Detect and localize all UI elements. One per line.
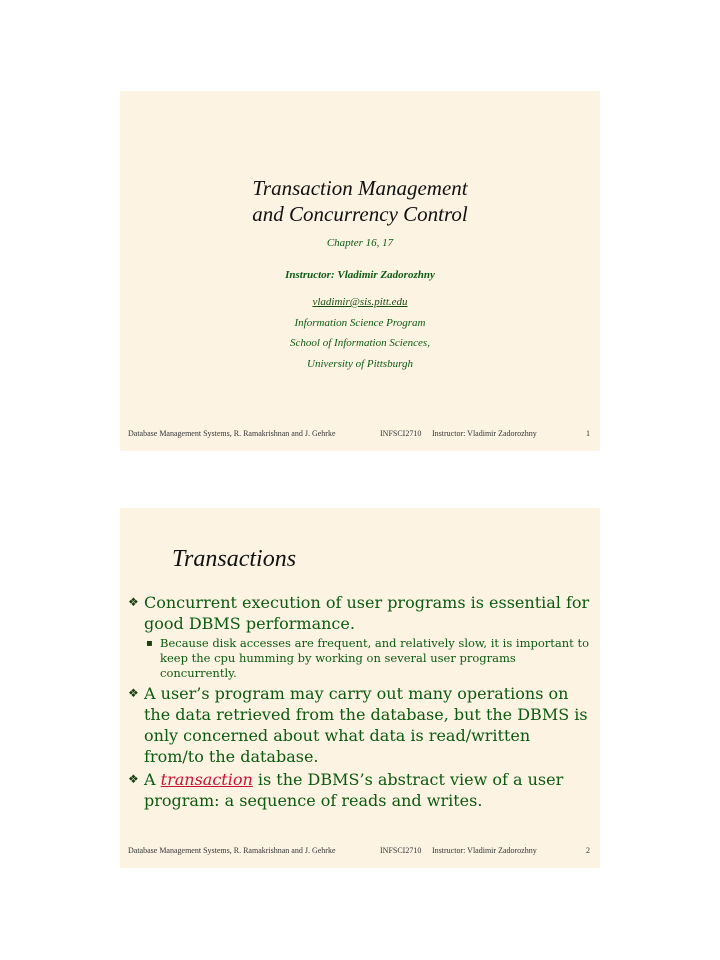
page-number: 2 <box>586 846 590 855</box>
school-name: School of Information Sciences, <box>290 337 430 349</box>
bullet-item: ❖ A transaction is the DBMS’s abstract view of a user program: a sequence of reads and writes. <box>128 770 564 810</box>
footer-course: INFSCI2710 <box>380 429 422 438</box>
bullet-item: ❖ Concurrent execution of user programs is essential for good DBMS performance. <box>128 593 590 633</box>
instructor-name: Instructor: Vladimir Zadorozhny <box>285 269 435 281</box>
diamond-bullet-icon: ❖ <box>128 686 139 700</box>
sub-bullet-item: ▪ Because disk accesses are frequent, and relatively slow, it is important to keep the cpu humming by working on several user programs concurrently. <box>146 636 589 680</box>
square-bullet-icon: ▪ <box>146 638 153 649</box>
footer-instructor: Instructor: Vladimir Zadorozhny <box>432 846 537 855</box>
content-slide <box>120 508 600 868</box>
chapter-label: Chapter 16, 17 <box>326 237 394 249</box>
slide-title-line1: Transaction Management <box>252 176 468 200</box>
footer-instructor: Instructor: Vladimir Zadorozhny <box>432 429 537 438</box>
email-link[interactable]: vladimir@sis.pitt.edu <box>312 296 408 308</box>
footer-source: Database Management Systems, R. Ramakrishnan and J. Gehrke <box>128 429 336 438</box>
diamond-bullet-icon: ❖ <box>128 595 139 609</box>
slide-footer <box>128 846 592 860</box>
footer-course: INFSCI2710 <box>380 846 422 855</box>
bullet-list <box>128 592 590 813</box>
title-slide <box>120 91 600 451</box>
slide-footer <box>128 429 592 443</box>
footer-source: Database Management Systems, R. Ramakrishnan and J. Gehrke <box>128 846 336 855</box>
page-number: 1 <box>586 429 590 438</box>
slide-title-line2: and Concurrency Control <box>252 202 468 226</box>
program-name: Information Science Program <box>294 317 426 329</box>
bullet-item: ❖ A user’s program may carry out many operations on the data retrieved from the database, but the DBMS is only concerned about what data is read/written from/to the database. <box>128 684 588 766</box>
university-name: University of Pittsburgh <box>307 358 413 370</box>
transaction-keyword-link[interactable]: transaction <box>160 770 253 789</box>
diamond-bullet-icon: ❖ <box>128 772 139 786</box>
slide-heading: Transactions <box>172 546 297 572</box>
